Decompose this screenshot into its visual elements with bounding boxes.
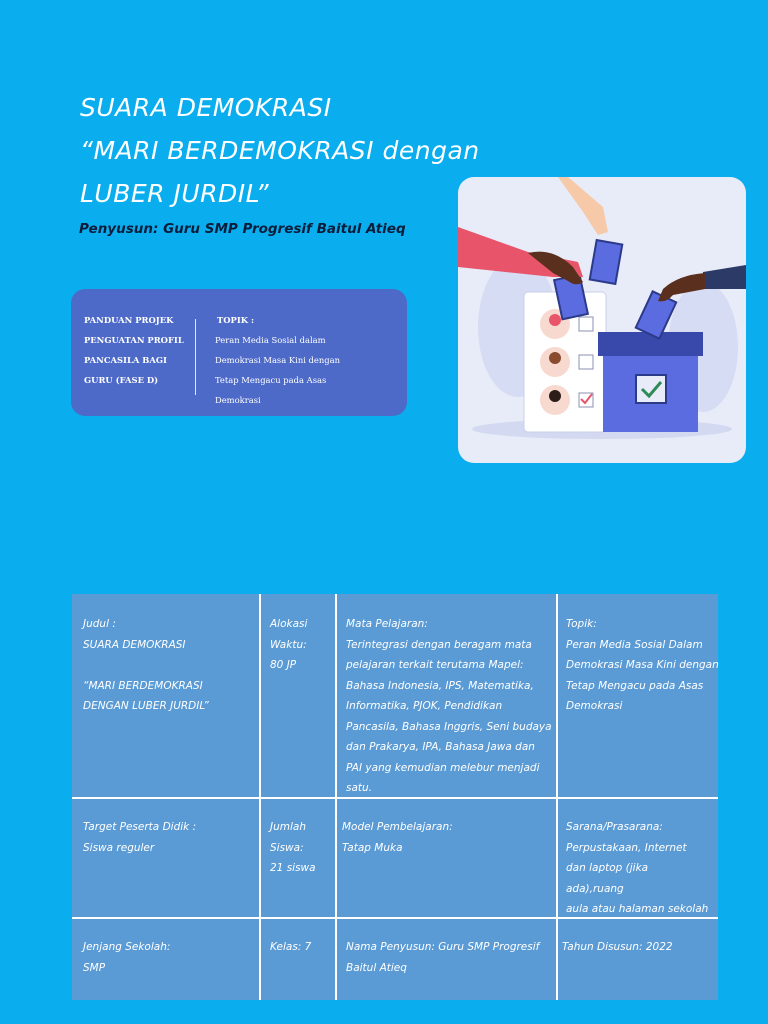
topic-cell bbox=[566, 614, 719, 717]
cell-line: satu. bbox=[346, 782, 373, 794]
topic-heading: TOPIK : bbox=[217, 315, 255, 325]
checkbox-icon bbox=[579, 317, 593, 331]
author-line: Penyusun: Guru SMP Progresif Baitul Atieq bbox=[79, 221, 406, 237]
time-allocation-cell bbox=[270, 614, 307, 676]
checkmark-icon bbox=[636, 375, 666, 403]
topic-line: Tetap Mengacu pada Asas bbox=[215, 375, 327, 385]
subjects-cell bbox=[346, 614, 552, 799]
cell-line: pelajaran terkait terutama Mapel: bbox=[346, 659, 524, 671]
cell-line: “MARI BERDEMOKRASI bbox=[83, 679, 203, 692]
cell-line: Tatap Muka bbox=[342, 841, 403, 854]
cell-line: Waktu: bbox=[270, 638, 307, 651]
guide-line: PANDUAN PROJEK bbox=[84, 315, 174, 325]
cell-line: aula atau halaman sekolah bbox=[566, 903, 709, 915]
topic-block bbox=[215, 310, 401, 410]
grade-cell bbox=[270, 937, 311, 958]
cell-line: 80 JP bbox=[270, 659, 297, 671]
guide-line: GURU (FASE D) bbox=[84, 375, 159, 385]
facilities-cell bbox=[566, 817, 708, 920]
document-title bbox=[80, 86, 500, 215]
cell-line: Nama Penyusun: Guru SMP Progresif bbox=[346, 941, 540, 953]
year-cell bbox=[562, 937, 673, 958]
cell-line: SUARA DEMOKRASI bbox=[83, 638, 186, 651]
cell-line: Siswa reguler bbox=[83, 841, 155, 854]
topic-line: Demokrasi Masa Kini dengan bbox=[215, 355, 341, 365]
learning-model-cell bbox=[342, 817, 453, 858]
cell-line: Tahun Disusun: 2022 bbox=[562, 941, 673, 953]
title-line-1: SUARA DEMOKRASI bbox=[80, 93, 332, 122]
cell-line: Terintegrasi dengan beragam mata bbox=[346, 638, 532, 651]
cell-line: Mata Pelajaran: bbox=[346, 618, 428, 630]
cell-line: Perpustakaan, Internet bbox=[566, 841, 687, 854]
topic-line: Peran Media Sosial dalam bbox=[215, 335, 326, 345]
cell-line: PAI yang kemudian melebur menjadi bbox=[346, 761, 540, 774]
info-box bbox=[71, 289, 407, 416]
cell-line: dan laptop (jika bbox=[566, 862, 649, 874]
cell-line: Judul : bbox=[83, 618, 116, 630]
cell-line: Tetap Mengacu pada Asas bbox=[566, 679, 704, 692]
guide-label bbox=[84, 310, 196, 390]
cell-line: Topik: bbox=[566, 618, 597, 630]
person-avatar-icon bbox=[549, 314, 561, 326]
cell-line: Peran Media Sosial Dalam bbox=[566, 638, 703, 651]
cell-line: Pancasila, Bahasa Inggris, Seni budaya bbox=[346, 720, 552, 733]
guide-line: PENGUATAN PROFIL bbox=[84, 335, 184, 345]
topic-line: Demokrasi bbox=[215, 395, 261, 405]
cell-line: ada),ruang bbox=[566, 882, 624, 895]
school-level-cell bbox=[83, 937, 170, 978]
cell-line: Model Pembelajaran: bbox=[342, 821, 453, 833]
author-name-cell bbox=[346, 937, 539, 978]
cell-line: Alokasi bbox=[270, 618, 308, 630]
title-cell bbox=[83, 614, 209, 717]
person-avatar-icon bbox=[549, 352, 561, 364]
cell-line: Demokrasi bbox=[566, 700, 623, 712]
cell-line: Baitul Atieq bbox=[346, 961, 407, 974]
cell-line: Sarana/Prasarana: bbox=[566, 821, 663, 833]
target-students-cell bbox=[83, 817, 196, 858]
cell-line: Target Peserta Didik : bbox=[83, 821, 197, 833]
student-count-cell bbox=[270, 817, 316, 879]
checkbox-icon bbox=[579, 355, 593, 369]
person-avatar-icon bbox=[549, 390, 561, 402]
title-line-2: “MARI BERDEMOKRASI dengan bbox=[80, 136, 480, 165]
cell-line: Jumlah bbox=[270, 821, 306, 833]
cell-line: Informatika, PJOK, Pendidikan bbox=[346, 700, 503, 712]
cell-line: dan Prakarya, IPA, Bahasa Jawa dan bbox=[346, 741, 535, 753]
voting-illustration bbox=[458, 177, 746, 463]
guide-line: PANCASILA BAGI bbox=[84, 355, 167, 365]
cell-line: Jenjang Sekolah: bbox=[83, 941, 171, 953]
title-line-3: LUBER JURDIL” bbox=[80, 179, 270, 208]
divider bbox=[195, 319, 196, 395]
cell-line: Kelas: 7 bbox=[270, 941, 312, 953]
hand-icon bbox=[558, 177, 608, 235]
ballot-paper bbox=[590, 240, 623, 284]
cell-line: Demokrasi Masa Kini dengan bbox=[566, 659, 719, 671]
arm-sleeve bbox=[703, 265, 746, 289]
cell-line: Bahasa Indonesia, IPS, Matematika, bbox=[346, 679, 534, 692]
cell-line bbox=[83, 655, 209, 676]
cell-line: DENGAN LUBER JURDIL” bbox=[83, 700, 209, 712]
cell-line: 21 siswa bbox=[270, 862, 316, 874]
cell-line: Siswa: bbox=[270, 841, 304, 854]
cell-line: SMP bbox=[83, 961, 106, 974]
module-info-table bbox=[72, 594, 718, 1000]
voting-illustration-svg bbox=[458, 177, 746, 463]
